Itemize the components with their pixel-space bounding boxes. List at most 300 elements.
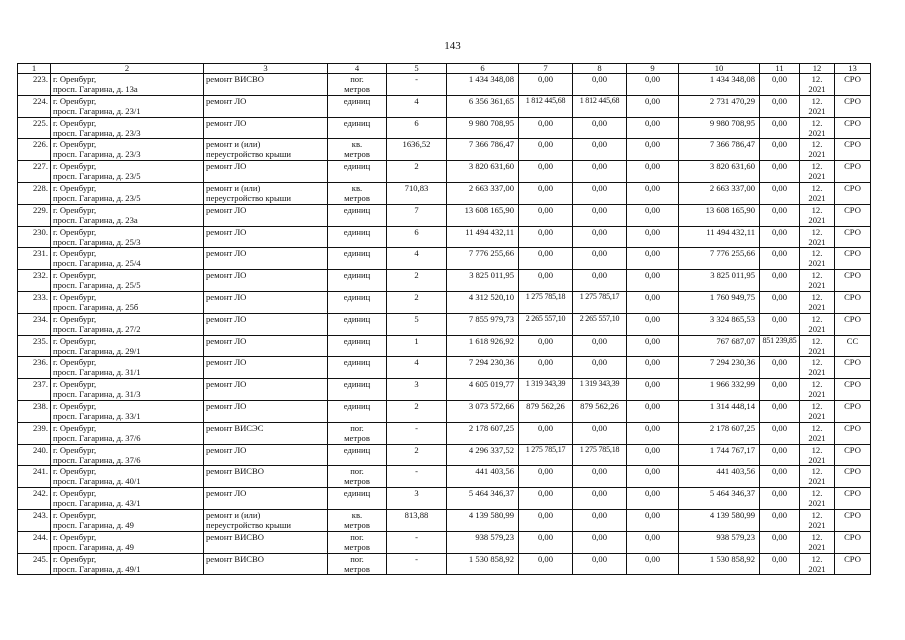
cost-col7-cell-text: 0,00 [537,357,554,368]
completion-date-cell-text: 2021 [808,389,826,400]
unit-cell-text: единиц [343,117,371,128]
unit-cell [328,74,387,96]
completion-date-cell [800,488,835,510]
funding-method-cell-text: СРО [844,379,861,390]
completion-date-cell-text: 2021 [808,192,826,203]
cost-col7-cell-text: 0,00 [537,335,554,346]
address-cell-text: просп. Гагарина, д. 27/2 [53,323,141,334]
cost-col10-cell-text: 1 434 348,08 [709,74,755,84]
quantity-cell [387,74,447,96]
cost-col8-cell-text: 0,00 [591,74,608,84]
header-cell: 4 [328,64,387,74]
funding-method-cell [835,466,871,488]
cost-col11-cell-text: 0,00 [771,313,788,324]
unit-cell-text: пог. [350,466,364,477]
total-cost-cell [447,226,519,248]
cost-col8-cell-text: 0,00 [591,226,608,237]
quantity-cell-text: - [415,74,418,84]
funding-method-cell-text: СРО [844,161,861,172]
cost-col7-cell [519,531,573,553]
cost-col11-cell [760,400,800,422]
work-type-cell [204,74,328,96]
address-cell [51,531,204,553]
completion-date-cell-text: 2021 [808,280,826,291]
quantity-cell [387,422,447,444]
cost-col8-cell [573,182,627,204]
unit-cell [328,291,387,313]
funding-method-cell-text: СРО [844,466,861,477]
address-cell-text: просп. Гагарина, д. 33/1 [53,410,141,421]
total-cost-cell-text: 4 605 019,77 [468,379,514,390]
completion-date-cell [800,226,835,248]
work-type-cell [204,95,328,117]
completion-date-cell-text: 12. [811,117,823,128]
completion-date-cell-text: 12. [811,553,823,564]
header-cell: 13 [835,64,871,74]
quantity-cell [387,95,447,117]
funding-method-cell-text: СРО [844,422,861,433]
total-cost-cell-text: 7 855 979,73 [468,313,514,324]
header-cell: 5 [387,64,447,74]
row-number-cell-text: 233. [32,291,48,302]
quantity-cell-text: 813,88 [404,509,429,520]
total-cost-cell [447,509,519,531]
cost-col10-cell [679,531,760,553]
completion-date-cell [800,466,835,488]
work-type-cell [204,139,328,161]
cost-col11-cell-text: 0,00 [771,248,788,259]
address-cell [51,488,204,510]
unit-cell [328,117,387,139]
funding-method-cell-text: СРО [844,226,861,237]
address-cell-text: просп. Гагарина, д. 25/5 [53,280,141,291]
cost-col7-cell [519,357,573,379]
completion-date-cell-text: 12. [811,531,823,542]
quantity-cell [387,161,447,183]
address-cell-text: г. Оренбург, [53,139,97,150]
cost-col9-cell [627,226,679,248]
funding-method-cell-text: СРО [844,488,861,499]
cost-col7-cell-text: 0,00 [537,488,554,499]
cost-col9-cell-text: 0,00 [644,74,661,84]
row-number-cell-text: 242. [32,488,48,499]
cost-col10-cell [679,553,760,575]
cost-col11-cell-text: 0,00 [771,422,788,433]
cost-col10-cell [679,204,760,226]
cost-col7-cell-text: 0,00 [537,553,554,564]
cost-col8-cell [573,161,627,183]
completion-date-cell-text: 2021 [808,84,826,94]
work-type-cell [204,466,328,488]
row-number-cell [18,357,51,379]
total-cost-cell [447,291,519,313]
cost-col11-cell-text: 0,00 [771,488,788,499]
completion-date-cell [800,531,835,553]
address-cell [51,379,204,401]
row-number-cell-text: 234. [32,313,48,324]
cost-col7-cell-text: 0,00 [537,74,554,84]
cost-col7-cell [519,248,573,270]
quantity-cell-text: 2 [414,400,419,411]
unit-cell-text: единиц [343,357,371,368]
address-cell-text: просп. Гагарина, д. 25б [53,301,139,312]
quantity-cell [387,335,447,357]
table-row [18,248,871,270]
completion-date-cell [800,509,835,531]
total-cost-cell-text: 3 073 572,66 [468,400,514,411]
completion-date-cell-text: 12. [811,313,823,324]
table-row [18,313,871,335]
quantity-cell [387,553,447,575]
total-cost-cell [447,357,519,379]
repair-register-table [17,63,871,575]
completion-date-cell-text: 12. [811,161,823,172]
cost-col10-cell [679,161,760,183]
unit-cell [328,335,387,357]
completion-date-cell [800,400,835,422]
table-row [18,95,871,117]
cost-col9-cell [627,313,679,335]
cost-col8-cell-text: 0,00 [591,204,608,215]
cost-col10-cell-text: 1 760 949,75 [709,291,755,302]
work-type-cell-text: ремонт ЛО [206,335,247,346]
row-number-cell-text: 231. [32,248,48,259]
address-cell-text: г. Оренбург, [53,466,97,477]
unit-cell-text: метров [344,192,370,203]
quantity-cell-text: 5 [414,313,419,324]
cost-col10-cell [679,400,760,422]
funding-method-cell [835,161,871,183]
completion-date-cell [800,161,835,183]
address-cell [51,248,204,270]
total-cost-cell-text: 13 608 165,90 [464,204,514,215]
cost-col8-cell-text: 0,00 [591,161,608,172]
work-type-cell [204,509,328,531]
row-number-cell [18,161,51,183]
funding-method-cell-text: СРО [844,117,861,128]
funding-method-cell [835,553,871,575]
total-cost-cell-text: 7 294 230,36 [468,357,514,368]
cost-col10-cell [679,117,760,139]
work-type-cell [204,270,328,292]
cost-col7-cell [519,270,573,292]
address-cell [51,357,204,379]
cost-col11-cell [760,313,800,335]
unit-cell-text: единиц [343,270,371,281]
completion-date-cell-text: 2021 [808,563,826,574]
row-number-cell [18,270,51,292]
work-type-cell-text: ремонт и (или) [206,509,261,520]
cost-col9-cell [627,357,679,379]
cost-col7-cell [519,204,573,226]
unit-cell-text: кв. [351,139,363,150]
address-cell-text: просп. Гагарина, д. 49/1 [53,563,141,574]
total-cost-cell [447,182,519,204]
row-number-cell [18,422,51,444]
cost-col8-cell [573,117,627,139]
cost-col10-cell [679,182,760,204]
unit-cell-text: единиц [343,226,371,237]
cost-col7-cell-text: 0,00 [537,139,554,150]
row-number-cell [18,182,51,204]
cost-col7-cell-text: 1 319 343,39 [525,379,566,389]
cost-col9-cell-text: 0,00 [644,182,661,193]
quantity-cell-text: 3 [414,488,419,499]
work-type-cell [204,400,328,422]
completion-date-cell-text: 12. [811,95,823,106]
row-number-cell-text: 241. [32,466,48,477]
work-type-cell-text: ремонт ВИСЭС [206,422,264,433]
work-type-cell [204,422,328,444]
cost-col8-cell [573,335,627,357]
funding-method-cell [835,74,871,96]
address-cell [51,313,204,335]
table-row [18,204,871,226]
quantity-cell [387,204,447,226]
cost-col8-cell [573,379,627,401]
address-cell-text: г. Оренбург, [53,248,97,259]
address-cell-text: г. Оренбург, [53,182,97,193]
total-cost-cell [447,95,519,117]
cost-col11-cell-text: 0,00 [771,117,788,128]
cost-col9-cell [627,400,679,422]
total-cost-cell-text: 1 530 858,92 [468,553,514,564]
unit-cell [328,357,387,379]
work-type-cell [204,488,328,510]
cost-col10-cell [679,379,760,401]
cost-col10-cell [679,226,760,248]
unit-cell [328,553,387,575]
table-row [18,509,871,531]
funding-method-cell [835,139,871,161]
cost-col10-cell-text: 11 494 432,11 [706,226,755,237]
completion-date-cell [800,444,835,466]
cost-col7-cell [519,182,573,204]
cost-col9-cell-text: 0,00 [644,553,661,564]
total-cost-cell-text: 2 663 337,00 [468,182,514,193]
cost-col9-cell [627,379,679,401]
cost-col9-cell [627,182,679,204]
funding-method-cell-text: СРО [844,270,861,281]
quantity-cell [387,357,447,379]
cost-col7-cell [519,95,573,117]
total-cost-cell [447,553,519,575]
quantity-cell-text: 2 [414,270,419,281]
funding-method-cell-text: СРО [844,400,861,411]
work-type-cell [204,313,328,335]
funding-method-cell-text: СРО [844,182,861,193]
cost-col8-cell-text: 0,00 [591,117,608,128]
address-cell-text: г. Оренбург, [53,422,97,433]
completion-date-cell-text: 12. [811,182,823,193]
unit-cell-text: метров [344,541,370,552]
funding-method-cell [835,313,871,335]
cost-col9-cell-text: 0,00 [644,379,661,390]
row-number-cell [18,553,51,575]
quantity-cell-text: 1636,52 [402,139,431,150]
cost-col10-cell [679,357,760,379]
quantity-cell [387,444,447,466]
work-type-cell-text: ремонт ЛО [206,488,247,499]
cost-col9-cell [627,74,679,96]
table-row [18,488,871,510]
cost-col10-cell-text: 7 776 255,66 [709,248,755,259]
cost-col7-cell [519,313,573,335]
cost-col10-cell-text: 2 178 607,25 [709,422,755,433]
row-number-cell-text: 226. [32,139,48,150]
address-cell-text: г. Оренбург, [53,161,97,172]
table-row [18,335,871,357]
quantity-cell [387,531,447,553]
cost-col11-cell [760,444,800,466]
cost-col9-cell-text: 0,00 [644,95,661,106]
cost-col10-cell-text: 1 966 332,99 [709,379,755,390]
address-cell [51,182,204,204]
row-number-cell-text: 237. [32,379,48,390]
completion-date-cell-text: 2021 [808,498,826,509]
completion-date-cell-text: 2021 [808,171,826,182]
address-cell-text: просп. Гагарина, д. 23/3 [53,149,141,160]
work-type-cell [204,531,328,553]
funding-method-cell-text: СРО [844,531,861,542]
cost-col8-cell-text: 0,00 [591,488,608,499]
cost-col10-cell-text: 4 139 580,99 [709,509,755,520]
cost-col11-cell [760,270,800,292]
unit-cell [328,509,387,531]
work-type-cell [204,444,328,466]
total-cost-cell-text: 1 434 348,08 [468,74,514,84]
cost-col8-cell-text: 0,00 [591,357,608,368]
total-cost-cell [447,74,519,96]
unit-cell-text: единиц [343,335,371,346]
quantity-cell [387,313,447,335]
unit-cell-text: метров [344,432,370,443]
row-number-cell [18,466,51,488]
column-number-header [18,64,871,74]
cost-col11-cell [760,161,800,183]
cost-col9-cell-text: 0,00 [644,204,661,215]
row-number-cell-text: 228. [32,182,48,193]
cost-col8-cell [573,226,627,248]
cost-col8-cell-text: 1 275 785,17 [579,291,620,301]
completion-date-cell-text: 2021 [808,127,826,138]
cost-col8-cell [573,313,627,335]
unit-cell-text: единиц [343,161,371,172]
funding-method-cell [835,400,871,422]
work-type-cell [204,379,328,401]
address-cell-text: просп. Гагарина, д. 37/6 [53,454,141,465]
work-type-cell-text: переустройство крыши [206,149,291,160]
address-cell [51,466,204,488]
cost-col11-cell-text: 0,00 [771,400,788,411]
cost-col9-cell-text: 0,00 [644,313,661,324]
table-row [18,553,871,575]
cost-col8-cell-text: 0,00 [591,509,608,520]
header-cell: 10 [679,64,760,74]
total-cost-cell [447,161,519,183]
cost-col7-cell-text: 0,00 [537,422,554,433]
cost-col10-cell-text: 7 294 230,36 [709,357,755,368]
cost-col11-cell [760,335,800,357]
cost-col9-cell [627,466,679,488]
funding-method-cell-text: СРО [844,291,861,302]
row-number-cell-text: 236. [32,357,48,368]
cost-col7-cell [519,161,573,183]
cost-col7-cell [519,400,573,422]
total-cost-cell-text: 938 579,23 [475,531,514,542]
unit-cell-text: единиц [343,400,371,411]
cost-col8-cell [573,95,627,117]
table-row [18,422,871,444]
funding-method-cell [835,226,871,248]
cost-col11-cell-text: 0,00 [771,270,788,281]
completion-date-cell-text: 2021 [808,454,826,465]
cost-col10-cell [679,444,760,466]
address-cell [51,139,204,161]
cost-col7-cell-text: 0,00 [537,509,554,520]
quantity-cell [387,270,447,292]
work-type-cell [204,291,328,313]
unit-cell-text: единиц [343,204,371,215]
unit-cell-text: метров [344,149,370,160]
row-number-cell [18,74,51,96]
cost-col9-cell-text: 0,00 [644,270,661,281]
cost-col10-cell [679,291,760,313]
cost-col8-cell [573,509,627,531]
address-cell [51,444,204,466]
cost-col9-cell-text: 0,00 [644,226,661,237]
unit-cell-text: метров [344,84,370,94]
work-type-cell-text: ремонт и (или) [206,139,261,150]
completion-date-cell-text: 2021 [808,519,826,530]
cost-col11-cell-text: 0,00 [771,357,788,368]
completion-date-cell-text: 12. [811,204,823,215]
cost-col7-cell-text: 0,00 [537,270,554,281]
cost-col8-cell-text: 0,00 [591,466,608,477]
cost-col10-cell-text: 7 366 786,47 [709,139,755,150]
unit-cell-text: пог. [350,422,364,433]
cost-col10-cell-text: 1 744 767,17 [709,444,755,455]
row-number-cell [18,531,51,553]
unit-cell [328,400,387,422]
funding-method-cell [835,182,871,204]
work-type-cell-text: ремонт ЛО [206,291,247,302]
cost-col10-cell [679,139,760,161]
total-cost-cell [447,531,519,553]
total-cost-cell [447,379,519,401]
cost-col10-cell-text: 2 663 337,00 [709,182,755,193]
cost-col10-cell-text: 767 687,07 [716,335,755,346]
cost-col9-cell-text: 0,00 [644,291,661,302]
completion-date-cell-text: 2021 [808,301,826,312]
cost-col10-cell [679,488,760,510]
quantity-cell [387,379,447,401]
address-cell-text: просп. Гагарина, д. 25/4 [53,258,141,269]
completion-date-cell [800,139,835,161]
address-cell [51,509,204,531]
cost-col11-cell-text: 0,00 [771,74,788,84]
address-cell [51,335,204,357]
total-cost-cell-text: 4 312 520,10 [468,291,514,302]
address-cell [51,204,204,226]
cost-col8-cell [573,139,627,161]
row-number-cell-text: 224. [32,95,48,106]
funding-method-cell [835,357,871,379]
address-cell-text: просп. Гагарина, д. 23а [53,214,138,225]
work-type-cell-text: ремонт ЛО [206,357,247,368]
cost-col8-cell [573,248,627,270]
completion-date-cell [800,117,835,139]
